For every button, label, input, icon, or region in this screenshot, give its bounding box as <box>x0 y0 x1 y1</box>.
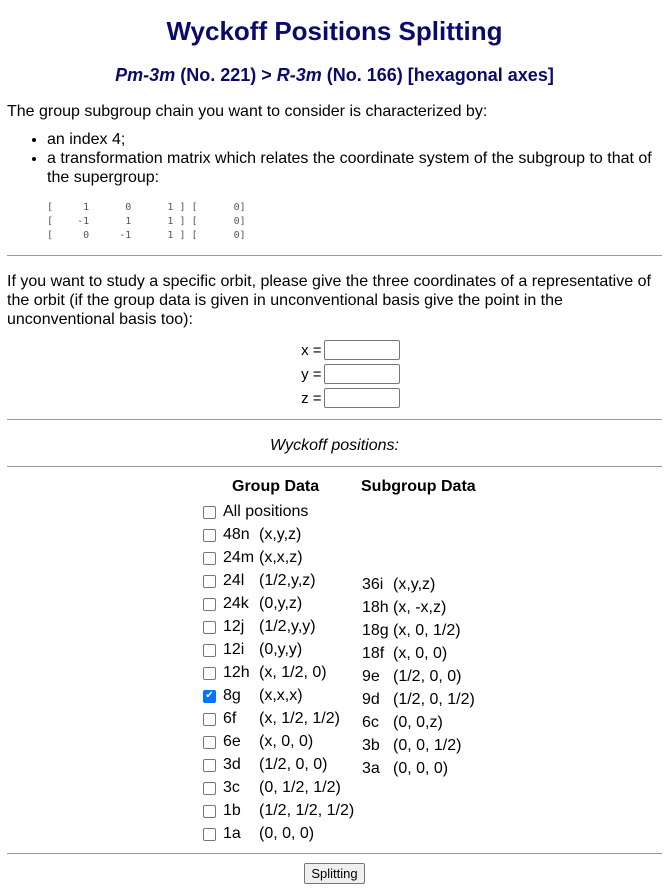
intro-text: The group subgroup chain you want to consider is characterized by: <box>7 103 488 120</box>
wyckoff-coordinates: (x, 0, 1/2) <box>393 622 461 639</box>
group-wyckoff-row[interactable] <box>203 778 341 798</box>
wyckoff-coordinates: (x,x,x) <box>259 687 303 704</box>
transformation-matrix <box>47 201 662 243</box>
wyckoff-multiplicity: 9d <box>362 691 380 708</box>
wyckoff-coordinates: (x, -x,z) <box>393 599 447 616</box>
wyckoff-coordinates: (1/2, 1/2, 1/2) <box>259 802 355 819</box>
wyckoff-multiplicity: 12i <box>223 641 245 658</box>
subgroup-symbol: R-3m <box>276 65 322 85</box>
group-wyckoff-row[interactable] <box>203 525 301 545</box>
wyckoff-coordinates: (x,y,z) <box>259 526 302 543</box>
divider <box>7 255 662 256</box>
group-wyckoff-row[interactable] <box>203 686 303 706</box>
checkbox-icon[interactable] <box>203 805 216 818</box>
group-wyckoff-row[interactable] <box>203 732 313 752</box>
wyckoff-coordinates: (x, 1/2, 1/2) <box>259 710 340 727</box>
group-wyckoff-row[interactable] <box>203 663 327 683</box>
group-wyckoff-row[interactable] <box>203 617 316 637</box>
y-label: y = <box>301 365 322 383</box>
checkbox-icon[interactable] <box>203 713 216 726</box>
wyckoff-multiplicity: 18f <box>362 645 385 662</box>
x-row <box>20 338 669 362</box>
group-wyckoff-row[interactable] <box>203 594 302 614</box>
wyckoff-coordinates: (0, 0, 1/2) <box>393 737 462 754</box>
wyckoff-multiplicity: 3b <box>362 737 380 754</box>
wyckoff-multiplicity: 24l <box>223 572 245 589</box>
wyckoff-multiplicity: 12j <box>223 618 245 635</box>
wyckoff-coordinates: (0,y,z) <box>259 595 303 612</box>
checkbox-icon[interactable] <box>203 506 216 519</box>
wyckoff-coordinates: (0,y,y) <box>259 641 303 658</box>
checkbox-icon[interactable] <box>203 828 216 841</box>
index-item: • an index 4; <box>47 130 662 149</box>
group-symbol: Pm-3m <box>115 65 176 85</box>
subgroup-wyckoff-row <box>362 736 461 756</box>
wyckoff-coordinates: (1/2,y,z) <box>259 572 316 589</box>
wyckoff-multiplicity: All positions <box>223 503 309 520</box>
matrix-row: [ -1 1 1 ] [ 0] <box>47 216 246 227</box>
wyckoff-coordinates: (1/2, 0, 0) <box>393 668 462 685</box>
wyckoff-multiplicity: 48n <box>223 526 250 543</box>
checkbox-icon[interactable] <box>203 736 216 749</box>
checkbox-icon[interactable] <box>203 759 216 772</box>
wyckoff-multiplicity: 3c <box>223 779 240 796</box>
group-wyckoff-row[interactable] <box>203 709 340 729</box>
group-data-header: Group Data <box>232 478 320 495</box>
matrix-row: [ 0 -1 1 ] [ 0] <box>47 230 246 241</box>
wyckoff-coordinates: (x, 1/2, 0) <box>259 664 327 681</box>
wyckoff-multiplicity: 3d <box>223 756 241 773</box>
wyckoff-multiplicity: 9e <box>362 668 380 685</box>
wyckoff-multiplicity: 24k <box>223 595 249 612</box>
group-wyckoff-row[interactable] <box>203 824 314 844</box>
checkbox-icon[interactable] <box>203 782 216 795</box>
wyckoff-coordinates: (x, 0, 0) <box>259 733 314 750</box>
wyckoff-multiplicity: 6f <box>223 710 237 727</box>
divider <box>7 466 662 467</box>
checkbox-icon[interactable] <box>203 644 216 657</box>
subgroup-wyckoff-row <box>362 575 435 595</box>
wyckoff-multiplicity: 18h <box>362 599 389 616</box>
group-wyckoff-row[interactable] <box>203 801 354 821</box>
group-number: (No. 221) > <box>175 65 277 85</box>
wyckoff-coordinates: (1/2, 0, 1/2) <box>393 691 475 708</box>
wyckoff-multiplicity: 8g <box>223 687 241 704</box>
subgroup-wyckoff-row <box>362 759 448 779</box>
checkbox-icon[interactable] <box>203 529 216 542</box>
wyckoff-coordinates: (0, 0, 0) <box>259 825 315 842</box>
z-input[interactable] <box>324 388 400 408</box>
splitting-button[interactable]: Splitting <box>304 863 364 884</box>
group-wyckoff-row[interactable] <box>203 640 302 660</box>
divider <box>7 853 662 854</box>
group-wyckoff-row[interactable] <box>203 755 327 775</box>
wyckoff-multiplicity: 6c <box>362 714 379 731</box>
checkbox-icon[interactable] <box>203 667 216 680</box>
subgroup-wyckoff-row <box>362 667 461 687</box>
checkbox-icon[interactable] <box>203 575 216 588</box>
checkbox-checked-icon[interactable]: ✔ <box>203 690 216 703</box>
coordinate-inputs <box>7 338 662 410</box>
wyckoff-coordinates: (x, 0, 0) <box>393 645 448 662</box>
wyckoff-multiplicity: 1b <box>223 802 241 819</box>
page-title: Wyckoff Positions Splitting <box>166 16 503 46</box>
group-wyckoff-row[interactable] <box>203 502 308 522</box>
subgroup-wyckoff-row <box>362 713 443 733</box>
wyckoff-multiplicity: 12h <box>223 664 250 681</box>
wyckoff-multiplicity: 36i <box>362 576 384 593</box>
checkbox-icon[interactable] <box>203 621 216 634</box>
orbit-instructions: If you want to study a specific orbit, please give the three coordinates of a representative of the orbit (if the group data is given in unconventional basis give the point in the unconventional basis too): <box>7 273 651 328</box>
group-wyckoff-row[interactable] <box>203 548 303 568</box>
divider <box>7 419 662 420</box>
z-row <box>20 386 669 410</box>
subgroup-wyckoff-row <box>362 621 461 641</box>
checkbox-icon[interactable] <box>203 552 216 565</box>
y-input[interactable] <box>324 364 400 384</box>
wyckoff-coordinates: (1/2, 0, 0) <box>259 756 328 773</box>
x-label: x = <box>301 341 322 359</box>
chain-properties-list <box>7 130 662 187</box>
wyckoff-multiplicity: 3a <box>362 760 380 777</box>
wyckoff-coordinates: (0, 1/2, 1/2) <box>259 779 341 796</box>
wyckoff-multiplicity: 6e <box>223 733 241 750</box>
subgroup-wyckoff-row <box>362 598 446 618</box>
wyckoff-coordinates: (0, 0,z) <box>393 714 443 731</box>
y-row <box>20 362 669 386</box>
wyckoff-coordinates: (x,x,z) <box>259 549 303 566</box>
wyckoff-multiplicity: 24m <box>223 549 255 566</box>
matrix-item: • a transformation matrix which relates the coordinate system of the subgroup to that of the supergroup: <box>47 149 662 187</box>
wyckoff-title: Wyckoff positions: <box>270 437 399 454</box>
z-label: z = <box>301 389 322 407</box>
subgroup-number: (No. 166) [hexagonal axes] <box>321 65 554 85</box>
group-wyckoff-row[interactable] <box>203 571 316 591</box>
wyckoff-coordinates: (0, 0, 0) <box>393 760 449 777</box>
group-chain-title <box>7 64 662 86</box>
wyckoff-multiplicity: 1a <box>223 825 241 842</box>
wyckoff-multiplicity: 18g <box>362 622 389 639</box>
checkbox-icon[interactable] <box>203 598 216 611</box>
subgroup-data-header: Subgroup Data <box>361 478 476 495</box>
subgroup-wyckoff-row <box>362 690 475 710</box>
wyckoff-coordinates: (x,y,z) <box>393 576 436 593</box>
wyckoff-tables <box>7 477 662 847</box>
wyckoff-coordinates: (1/2,y,y) <box>259 618 316 635</box>
matrix-row: [ 1 0 1 ] [ 0] <box>47 202 246 213</box>
x-input[interactable] <box>324 340 400 360</box>
subgroup-wyckoff-row <box>362 644 447 664</box>
